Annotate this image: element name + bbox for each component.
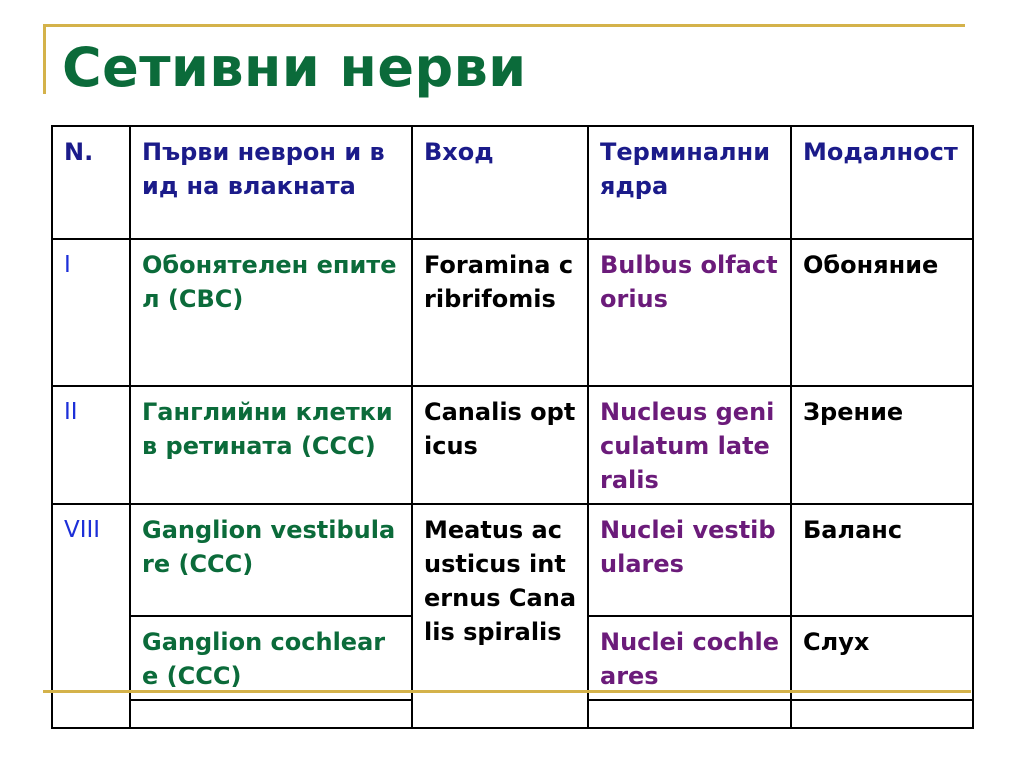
terminal-nuclei-cell: Bulbus olfactorius <box>588 239 791 386</box>
terminal-nuclei-cell: Nuclei cochleares <box>588 616 791 700</box>
accent-line-left <box>43 24 46 94</box>
entry-cell: Meatus acusticus internus Canalis spiralis <box>412 504 588 728</box>
modality-cell: Баланс <box>791 504 973 616</box>
empty-cell <box>791 700 973 728</box>
header-n: N. <box>52 126 130 239</box>
first-neuron-cell: Ganglion cochleare (ССС) <box>130 616 412 700</box>
nerve-number: I <box>52 239 130 386</box>
sensory-nerves-table <box>51 125 974 729</box>
header-first-neuron: Първи неврон и вид на влакната <box>130 126 412 239</box>
page-title: Сетивни нерви <box>62 36 527 99</box>
entry-cell: Foramina cribrifomis <box>412 239 588 386</box>
accent-line-top <box>43 24 965 27</box>
header-modality: Модалност <box>791 126 973 239</box>
empty-cell <box>588 700 791 728</box>
first-neuron-cell: Ganglion vestibulare (ССС) <box>130 504 412 616</box>
modality-cell: Обоняние <box>791 239 973 386</box>
nerve-number: II <box>52 386 130 504</box>
first-neuron-cell: Ганглийни клетки в ретината (ССС) <box>130 386 412 504</box>
empty-cell <box>130 700 412 728</box>
terminal-nuclei-cell: Nuclei vestibulares <box>588 504 791 616</box>
table-header-row <box>52 126 973 239</box>
first-neuron-cell: Обонятелен епител (СВС) <box>130 239 412 386</box>
table-row <box>52 504 973 616</box>
entry-cell: Canalis opticus <box>412 386 588 504</box>
nerve-number: VIII <box>52 504 130 728</box>
table-row <box>52 239 973 386</box>
header-entry: Вход <box>412 126 588 239</box>
accent-line-bottom <box>43 690 971 693</box>
modality-cell: Слух <box>791 616 973 700</box>
modality-cell: Зрение <box>791 386 973 504</box>
table-row <box>52 386 973 504</box>
header-terminal-nuclei: Терминални ядра <box>588 126 791 239</box>
terminal-nuclei-cell: Nucleus geniculatum lateralis <box>588 386 791 504</box>
